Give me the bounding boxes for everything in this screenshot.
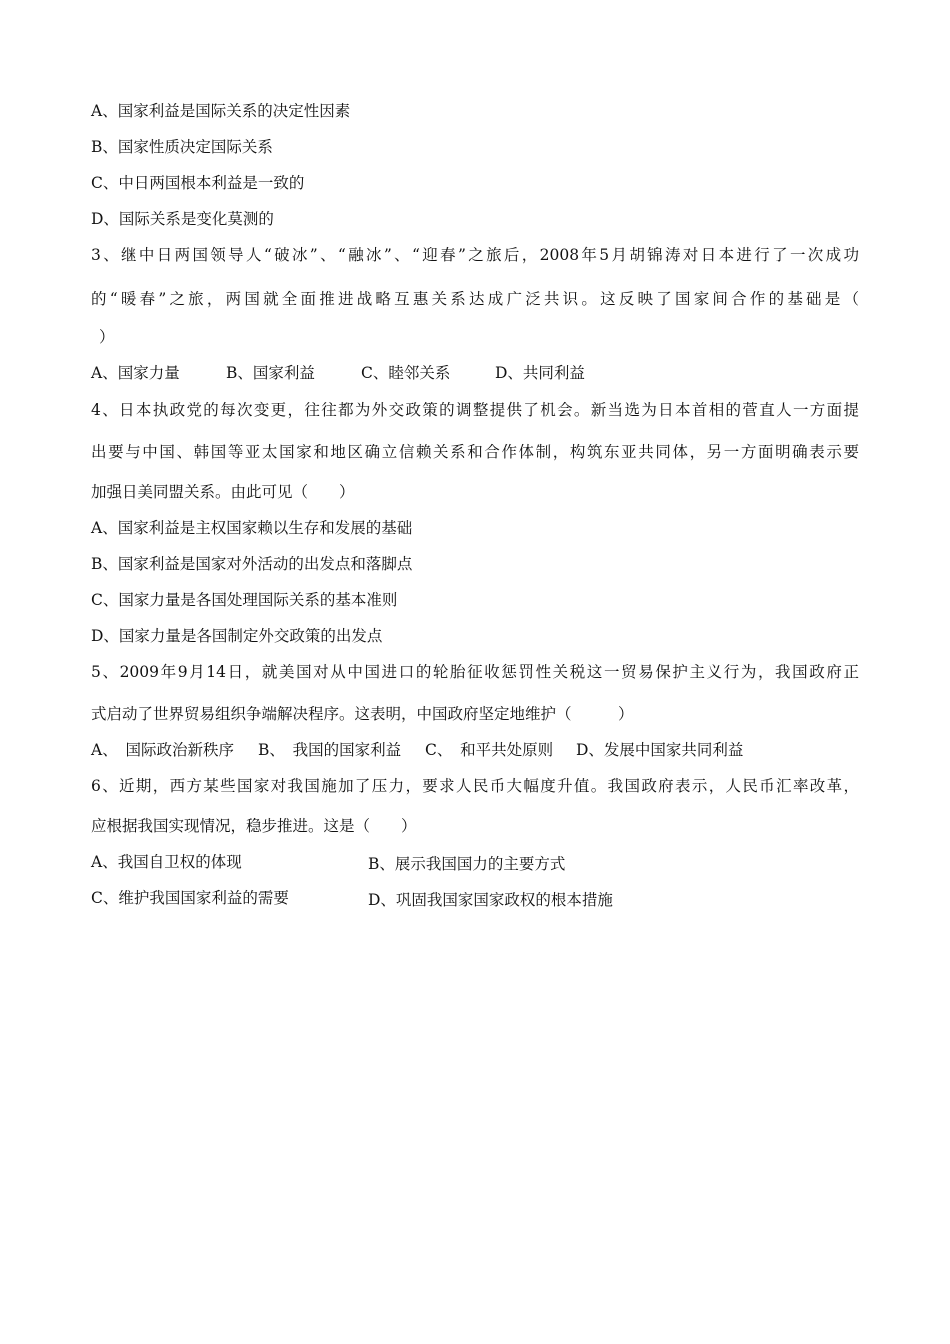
q3-stem-line2: 的“暖春”之旅，两国就全面推进战略互惠关系达成广泛共识。这反映了国家间合作的基础是（ — [91, 290, 859, 308]
q5-option-a: A、 国际政治新秩序 — [91, 741, 234, 759]
q5-option-b: B、 我国的国家利益 — [258, 741, 402, 759]
q6-option-a: A、我国自卫权的体现 — [91, 853, 242, 871]
q6-stem-line1: 6、近期，西方某些国家对我国施加了压力，要求人民币大幅度升值。我国政府表示，人民币汇率改革， — [91, 777, 859, 795]
q3-option-d: D、共同利益 — [495, 364, 585, 382]
q3-option-a: A、国家力量 — [91, 364, 180, 382]
q3-stem-line1: 3、继中日两国领导人“破冰”、“融冰”、“迎春”之旅后，2008年5月胡锦涛对日本进行了一次成功 — [91, 246, 859, 264]
q5-stem-line2: 式启动了世界贸易组织争端解决程序。这表明，中国政府坚定地维护（ ） — [91, 705, 634, 723]
q5-stem-line1: 5、2009年9月14日，就美国对从中国进口的轮胎征收惩罚性关税这一贸易保护主义行为，我国政府正 — [91, 663, 859, 681]
q4-stem-line2: 出要与中国、韩国等亚太国家和地区确立信赖关系和合作体制，构筑东亚共同体，另一方面明确表示要 — [91, 443, 859, 461]
q5-option-d: D、发展中国家共同利益 — [576, 741, 744, 759]
q6-stem-line2: 应根据我国实现情况，稳步推进。这是（ ） — [91, 817, 417, 835]
q6-option-d: D、巩固我国家国家政权的根本措施 — [368, 891, 613, 909]
q6-option-b: B、展示我国国力的主要方式 — [368, 855, 566, 873]
q2-option-c: C、中日两国根本利益是一致的 — [91, 174, 305, 192]
q2-option-a: A、国家利益是国际关系的决定性因素 — [91, 102, 351, 120]
q3-option-b: B、国家利益 — [226, 364, 315, 382]
q4-stem-line3: 加强日美同盟关系。由此可见（ ） — [91, 483, 355, 501]
q4-option-c: C、国家力量是各国处理国际关系的基本准则 — [91, 591, 398, 609]
q4-option-b: B、国家利益是国家对外活动的出发点和落脚点 — [91, 555, 413, 573]
q5-option-c: C、 和平共处原则 — [425, 741, 554, 759]
q3-stem-line3: ） — [99, 328, 115, 346]
q6-option-c: C、维护我国国家利益的需要 — [91, 889, 289, 907]
q4-option-a: A、国家利益是主权国家赖以生存和发展的基础 — [91, 519, 413, 537]
q2-option-b: B、国家性质决定国际关系 — [91, 138, 273, 156]
q4-stem-line1: 4、日本执政党的每次变更，往往都为外交政策的调整提供了机会。新当选为日本首相的菅直人一方面提 — [91, 401, 859, 419]
q2-option-d: D、国际关系是变化莫测的 — [91, 210, 274, 228]
q4-option-d: D、国家力量是各国制定外交政策的出发点 — [91, 627, 383, 645]
q3-option-c: C、睦邻关系 — [361, 364, 451, 382]
